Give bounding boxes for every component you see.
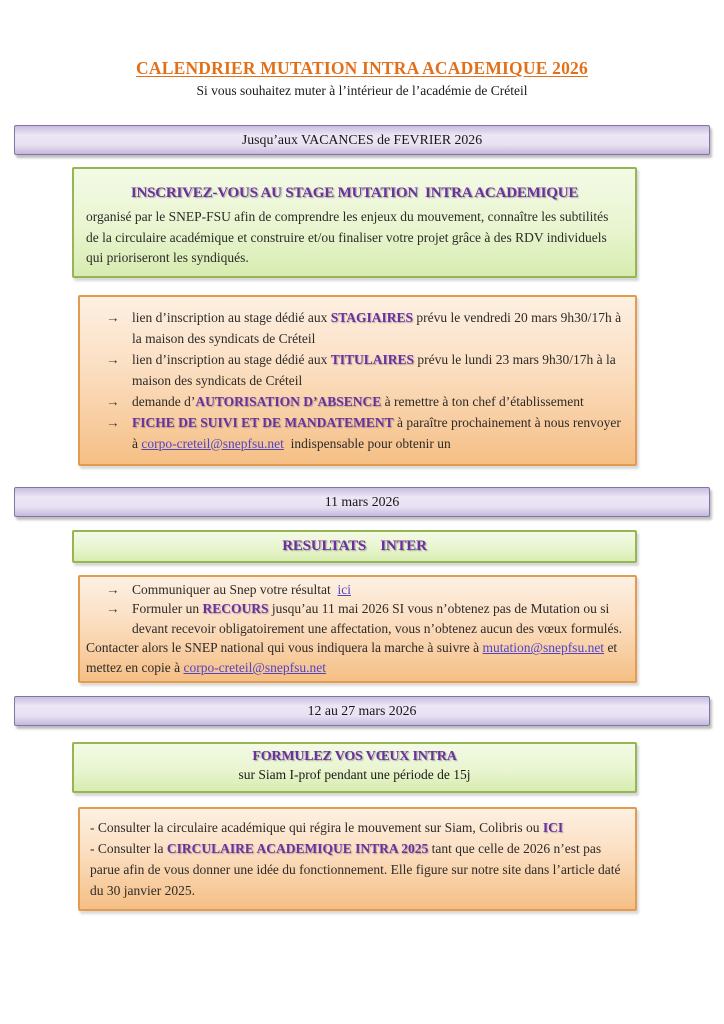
item-text: indispensable pour obtenir un	[283, 435, 451, 451]
paragraph-text: - Consulter la circulaire académique qui régira le mouvement sur Siam, Colibris ou	[90, 820, 543, 836]
list-item-text	[132, 599, 627, 638]
voeux-intra-heading: FORMULEZ VOS VŒUX INTRA	[252, 749, 457, 765]
link-ici-circulaire[interactable]: ICI	[542, 820, 564, 836]
link-corpo-creteil-email[interactable]: corpo-creteil@snepfsu.net	[183, 659, 326, 675]
list-item-recours	[80, 599, 627, 638]
item-text: jusqu’au 11 mai 2026 SI vous n’obtenez pas de Mutation ou si devant recevoir obligatoirement une affectation, vous n’obtenez aucun des vœux formulés.	[132, 601, 623, 636]
item-text: prévu le lundi 23 mars 9h30/17h à la maison des syndicats de Créteil	[132, 351, 620, 388]
paragraph-text: et mettez en copie à	[86, 640, 621, 675]
titulaires-emphasis: TITULAIRES	[330, 351, 414, 367]
banner-label: Jusqu’aux VACANCES de FEVRIER 2026	[241, 132, 483, 147]
list-item-text	[132, 412, 627, 454]
banner-11-mars-2026	[14, 487, 710, 517]
voeux-intra-box	[72, 742, 637, 793]
item-text: à remettre à ton chef d’établissement	[381, 393, 584, 409]
list-item-autorisation-absence	[80, 391, 627, 412]
paragraph-text: Contacter alors le SNEP national qui vous indiquera la marche à suivre à	[86, 640, 483, 656]
page-title: CALENDRIER MUTATION INTRA ACADEMIQUE 2026	[136, 58, 588, 78]
list-item-communiquer-resultat	[80, 580, 627, 600]
fiche-suivi-emphasis: FICHE DE SUIVI ET DE MANDATEMENT	[132, 414, 394, 430]
circulaire-line-1	[90, 817, 625, 838]
arrow-bullet-icon: →	[106, 581, 120, 597]
arrow-bullet-icon: →	[106, 351, 120, 367]
resultats-inter-box	[72, 530, 637, 563]
banner-jusquaux-vacances-fevrier	[14, 125, 710, 155]
item-text: prévu le vendredi 20 mars 9h30/17h à la maison des syndicats de Créteil	[132, 309, 625, 346]
item-text: Formuler un	[132, 601, 203, 617]
list-item-text	[132, 349, 627, 391]
item-text: lien d’inscription au stage dédié aux	[132, 309, 331, 325]
item-text: à paraître prochainement à nous renvoyer à	[132, 414, 625, 451]
page-subtitle: Si vous souhaitez muter à l’intérieur de l’académie de Créteil	[196, 83, 528, 98]
resultats-actions-box	[78, 575, 637, 684]
banner-12-au-27-mars-2026	[14, 696, 710, 726]
resultats-inter-heading: RESULTATS INTER	[282, 537, 427, 554]
paragraph-text: - Consulter la	[90, 841, 167, 857]
circulaire-line-2	[90, 838, 625, 901]
stage-box-body: organisé par le SNEP-FSU afin de comprendre les enjeux du mouvement, connaître les subtilités de la circulaire académique et construire et/ou finaliser votre projet grâce à des RDV individuels qui prioriseront les syndiqués.	[86, 209, 612, 265]
list-item-fiche-de-suivi	[80, 412, 627, 454]
banner-label: 12 au 27 mars 2026	[307, 703, 417, 719]
link-ici-resultat[interactable]: ici	[337, 581, 351, 597]
arrow-bullet-icon: →	[106, 309, 120, 325]
voeux-intra-subtext: sur Siam I-prof pendant une période de 15j	[238, 767, 471, 783]
list-item-text	[132, 580, 627, 600]
paragraph-text: tant que celle de 2026 n’est pas parue afin de vous donner une idée du fonctionnement. Elle figure sur notre site dans l’article daté du 30 janvier 2025.	[90, 841, 624, 899]
list-item-text	[132, 391, 627, 412]
banner-label: 11 mars 2026	[324, 493, 400, 509]
item-text: Communiquer au Snep votre résultat	[132, 581, 338, 597]
item-text: lien d’inscription au stage dédié aux	[132, 351, 331, 367]
stagiaires-emphasis: STAGIAIRES	[330, 309, 413, 325]
recours-emphasis: RECOURS	[202, 601, 269, 617]
link-corpo-creteil-email[interactable]: corpo-creteil@snepfsu.net	[141, 435, 284, 451]
list-item-stagiaires	[80, 307, 627, 349]
circulaire-academique-emphasis: CIRCULAIRE ACADEMIQUE INTRA 2025	[166, 841, 429, 857]
item-text: demande d’	[132, 393, 196, 409]
link-mutation-email[interactable]: mutation@snepfsu.net	[482, 640, 605, 656]
arrow-bullet-icon: →	[106, 393, 120, 409]
autorisation-absence-emphasis: AUTORISATION D’ABSENCE	[195, 393, 382, 409]
arrow-bullet-icon: →	[106, 601, 120, 617]
list-item-titulaires	[80, 349, 627, 391]
circulaire-info-box	[78, 807, 637, 911]
stage-box-heading: INSCRIVEZ-VOUS AU STAGE MUTATION INTRA ACADEMIQUE	[130, 185, 579, 201]
list-item-text	[132, 307, 627, 349]
stage-actions-box	[78, 295, 637, 466]
arrow-bullet-icon: →	[106, 414, 120, 430]
stage-inscription-box	[72, 167, 637, 278]
contact-snep-paragraph	[80, 638, 627, 677]
